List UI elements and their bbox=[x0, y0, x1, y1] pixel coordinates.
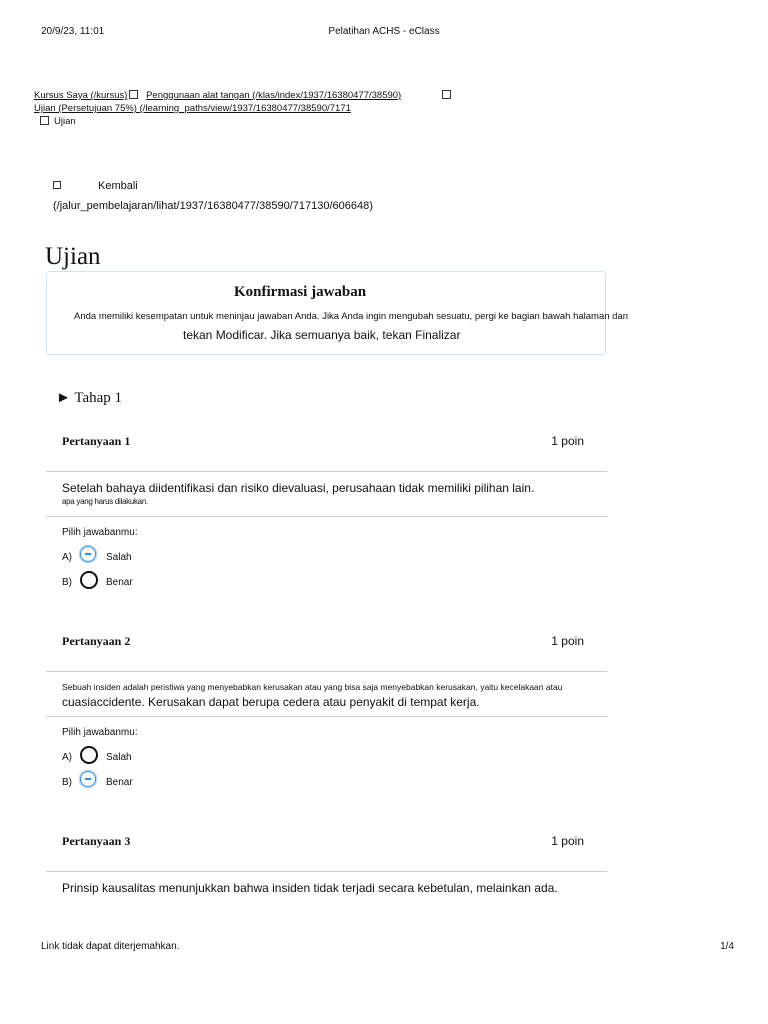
confirmation-box bbox=[46, 271, 629, 355]
breadcrumb-kursus-saya[interactable]: Kursus Saya (/kursus) bbox=[34, 90, 128, 101]
answer-option-a[interactable] bbox=[46, 746, 607, 771]
answer-option-b[interactable] bbox=[46, 571, 607, 596]
question-points: 1 poin bbox=[551, 434, 584, 448]
option-text: Salah bbox=[106, 552, 132, 563]
question-text-main: cuasiaccidente. Kerusakan dapat berupa cedera atau penyakit di tempat kerja. bbox=[62, 695, 480, 709]
back-label: Kembali bbox=[98, 180, 138, 192]
radio-icon[interactable] bbox=[80, 571, 98, 589]
answer-option-a[interactable] bbox=[46, 546, 607, 571]
breadcrumb-separator-icon bbox=[40, 116, 49, 125]
back-url: (/jalur_pembelajaran/lihat/1937/16380477/38590/717130/606648) bbox=[53, 200, 373, 212]
back-arrow-icon bbox=[53, 181, 61, 189]
confirmation-text-line2: tekan Modificar. Jika semuanya baik, tekan Finalizar bbox=[183, 328, 461, 342]
question-points: 1 poin bbox=[551, 834, 584, 848]
question-text bbox=[46, 872, 607, 896]
question-header bbox=[46, 834, 607, 872]
option-text: Benar bbox=[106, 777, 133, 788]
radio-icon[interactable] bbox=[80, 746, 98, 764]
question-text-main: Setelah bahaya diidentifikasi dan risiko dievaluasi, perusahaan tidak memiliki pilihan lain. bbox=[62, 481, 535, 495]
option-text: Salah bbox=[106, 752, 132, 763]
option-key: B) bbox=[62, 577, 72, 588]
question-points: 1 poin bbox=[551, 634, 584, 648]
option-key: A) bbox=[62, 552, 72, 563]
answer-option-b[interactable] bbox=[46, 771, 607, 796]
question-text bbox=[46, 472, 607, 517]
question-card-3 bbox=[46, 834, 607, 896]
question-title: Pertanyaan 2 bbox=[62, 634, 131, 648]
breadcrumb-exam-path[interactable]: Ujian (Persetujuan 75%) (/learning_paths/view/1937/16380477/38590/7171 bbox=[34, 103, 351, 114]
option-key: B) bbox=[62, 777, 72, 788]
stage-toggle[interactable]: ► Tahap 1 bbox=[56, 390, 123, 406]
option-text: Benar bbox=[106, 577, 133, 588]
answer-prompt: Pilih jawabanmu: bbox=[62, 727, 138, 738]
question-text-sub: apa yang harus dilakukan. bbox=[62, 497, 148, 506]
print-datetime: 20/9/23, 11:01 bbox=[41, 26, 105, 37]
breadcrumb-current: Ujian bbox=[54, 116, 76, 127]
breadcrumb-course[interactable]: Penggunaan alat tangan (/klas/index/1937/16380477/38590) bbox=[146, 90, 402, 101]
question-card-1 bbox=[46, 434, 607, 596]
print-footer-note: Link tidak dapat diterjemahkan. bbox=[41, 941, 180, 952]
question-text-sub: Sebuah insiden adalah peristiwa yang menyebabkan kerusakan atau yang bisa saja menyebabkan kerusakan, yaitu kecelakaan atau bbox=[62, 682, 563, 692]
option-key: A) bbox=[62, 752, 72, 763]
page-title: Ujian bbox=[45, 243, 101, 270]
question-title: Pertanyaan 3 bbox=[62, 834, 131, 848]
breadcrumb-separator-icon bbox=[129, 90, 138, 99]
question-title: Pertanyaan 1 bbox=[62, 434, 131, 448]
answer-prompt: Pilih jawabanmu: bbox=[62, 527, 138, 538]
back-link[interactable] bbox=[53, 176, 373, 216]
question-header bbox=[46, 434, 607, 472]
confirmation-title: Konfirmasi jawaban bbox=[234, 284, 367, 300]
breadcrumb-separator-icon bbox=[442, 90, 451, 99]
confirmation-text-line1: Anda memiliki kesempatan untuk meninjau jawaban Anda. Jika Anda ingin mengubah sesuatu, pergi ke bagian bawah halaman dan bbox=[74, 311, 629, 322]
radio-selected-icon[interactable] bbox=[80, 771, 96, 787]
radio-selected-icon[interactable] bbox=[80, 546, 96, 562]
question-text-main: Prinsip kausalitas menunjukkan bahwa insiden tidak terjadi secara kebetulan, melainkan ada. bbox=[62, 881, 558, 895]
question-text bbox=[46, 672, 607, 717]
question-card-2 bbox=[46, 634, 607, 796]
print-title: Pelatihan ACHS - eClass bbox=[328, 26, 440, 37]
question-header bbox=[46, 634, 607, 672]
print-page-number: 1/4 bbox=[720, 941, 734, 952]
breadcrumb bbox=[34, 89, 764, 128]
